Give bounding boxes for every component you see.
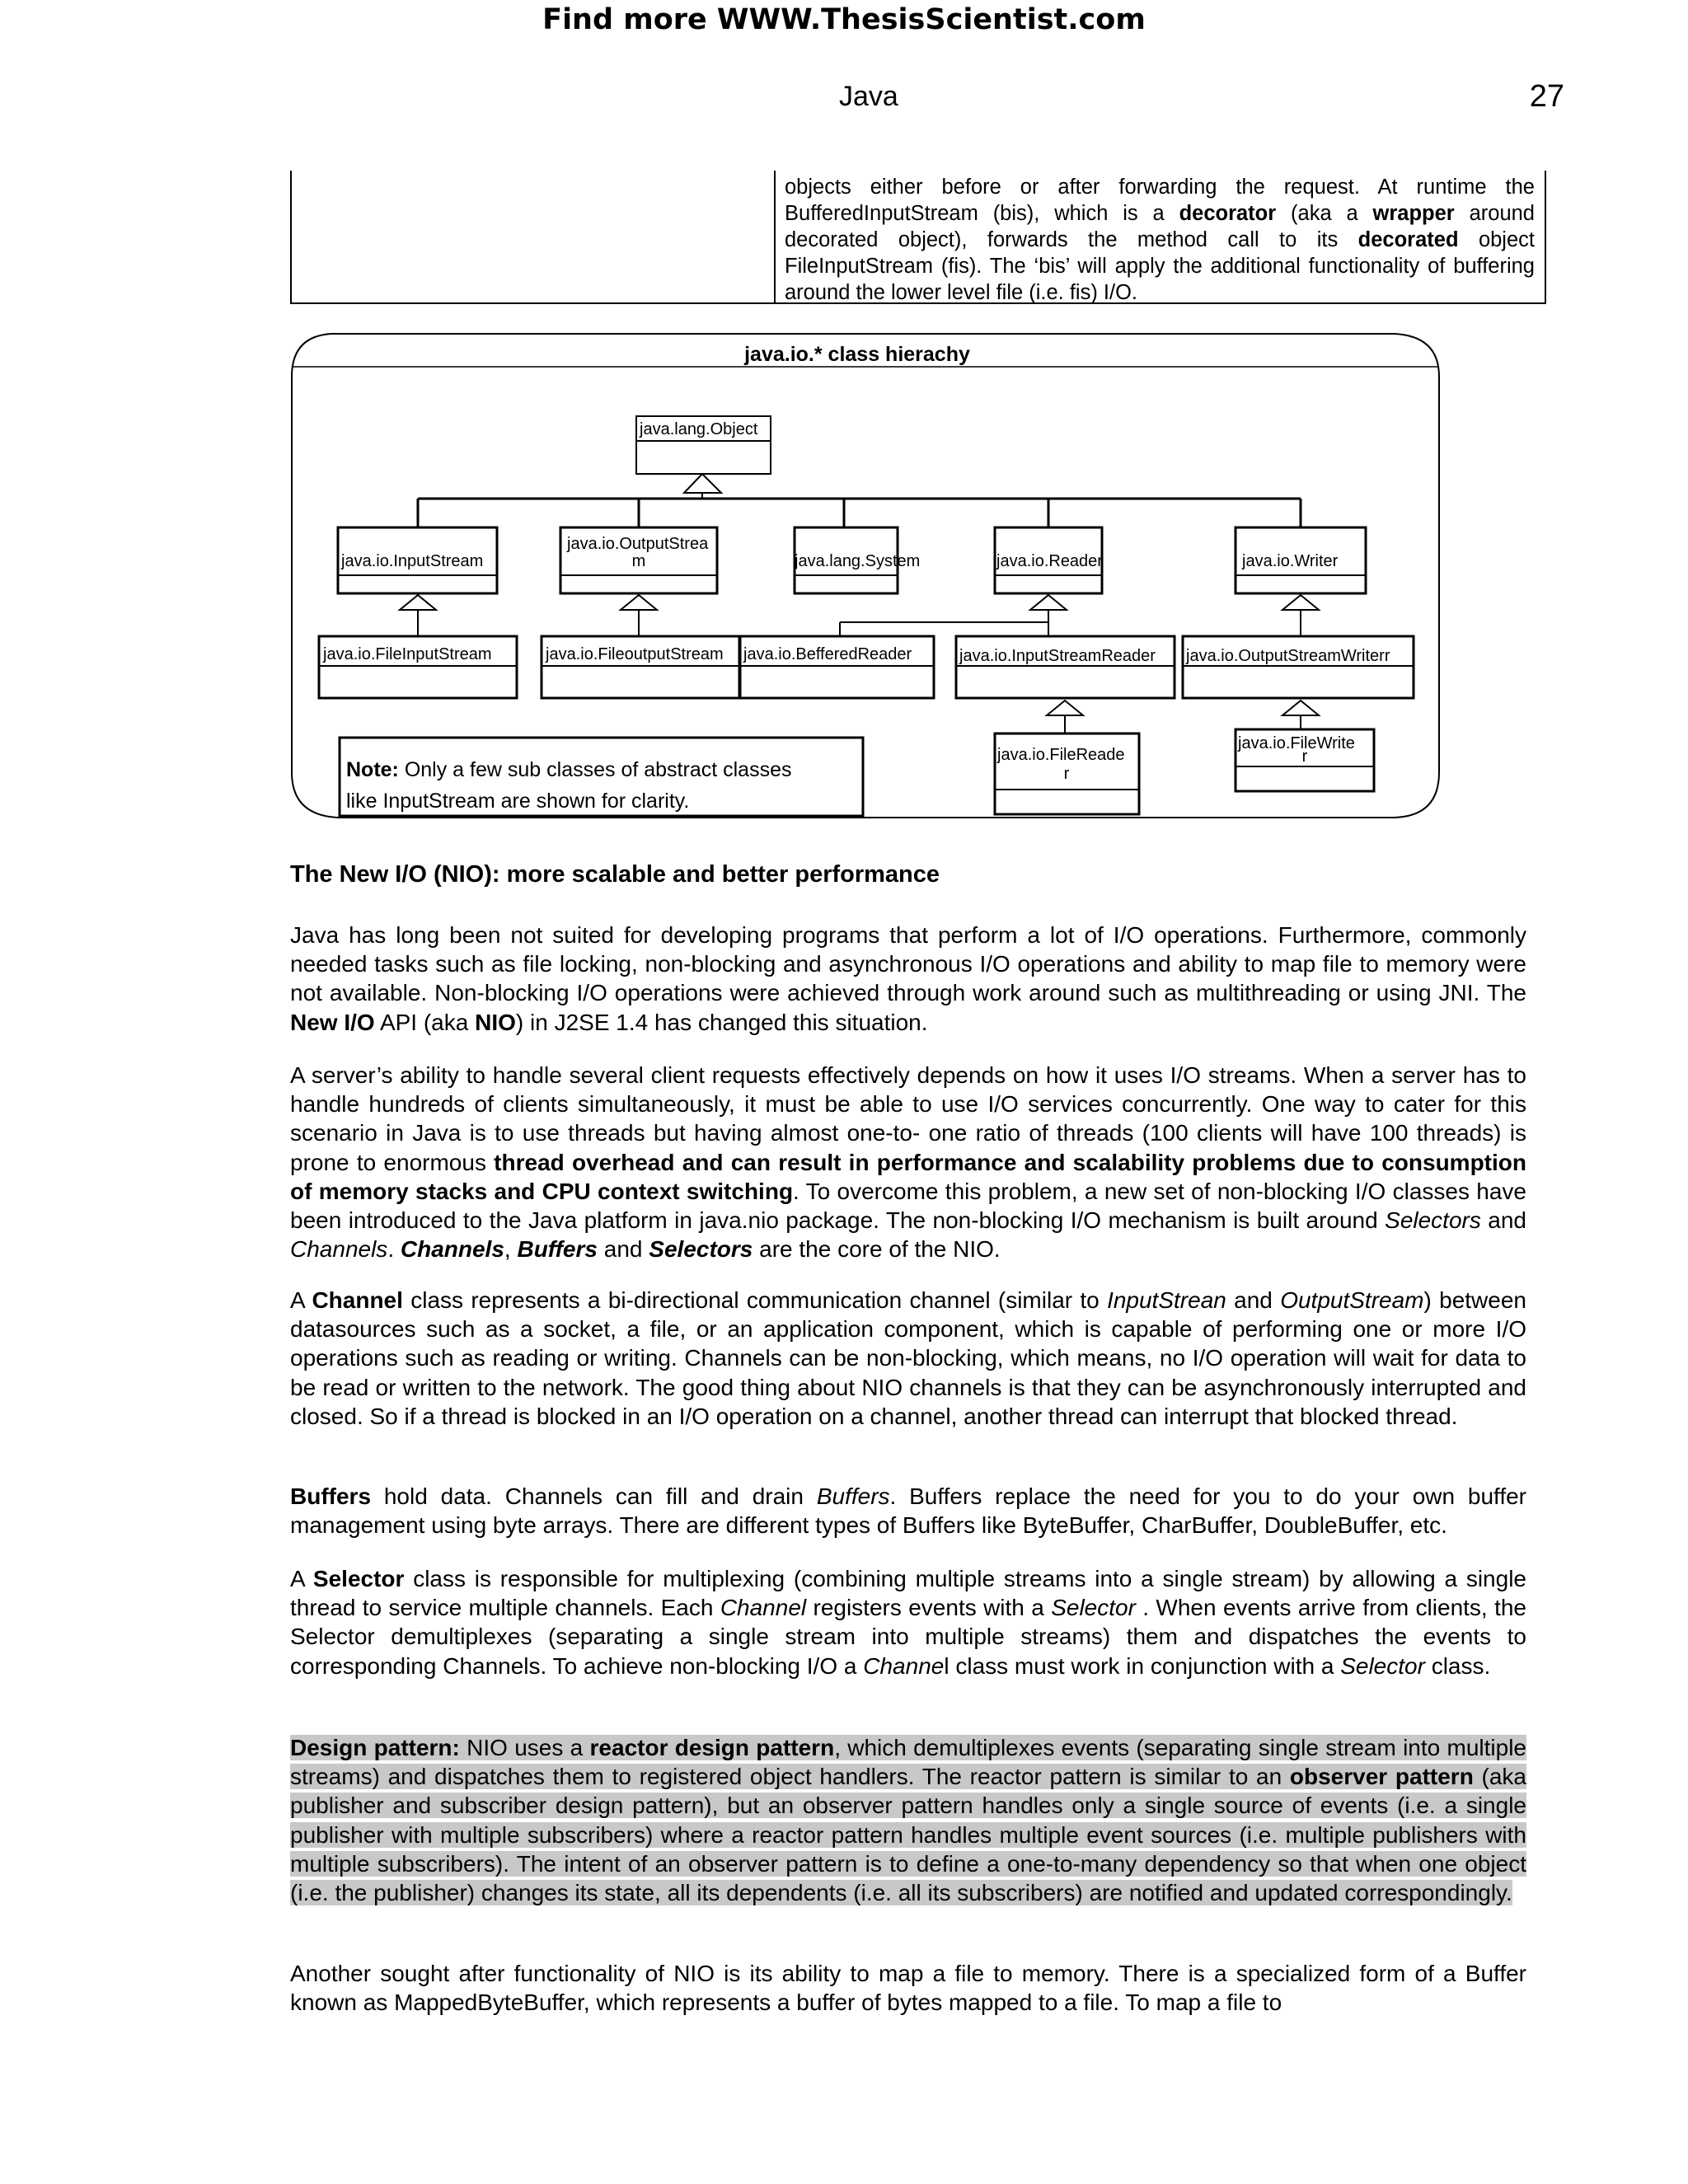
diagram-title: java.io.* class hierachy xyxy=(744,343,970,366)
text-emphasis: OutputStream xyxy=(1280,1287,1424,1313)
paragraph-server-threads: A server’s ability to handle several client requests effectively depends on how it uses I/O streams. When a server has to handle hundreds of clients simultaneously, it must be able to use I/O services concurrently. One way to cater for this scenario in Java is to use threads but having almost one-to- one ratio of threads (100 clients will have 100 threads) is prone to enormous thread overhead and can result in performance and scalability problems due to consumption of memory stacks and CPU context switching. To overcome this problem, a new set of non-blocking I/O classes have been introduced to the Java platform in java.nio package. The non-blocking I/O mechanism is built around Selectors and Channels. Channels, Buffers and Selectors are the core of the NIO. xyxy=(290,1062,1527,1263)
inheritance-arrow xyxy=(684,474,721,493)
continued-table xyxy=(290,171,1546,304)
text-emphasis: Buffers xyxy=(290,1483,372,1509)
text-emphasis: Buffers xyxy=(816,1483,890,1509)
class-box-outputstreamwriter xyxy=(1183,636,1414,698)
svg-text:java.io.Writer: java.io.Writer xyxy=(1242,552,1339,570)
svg-text:m: m xyxy=(631,552,646,570)
svg-text:java.lang.Object: java.lang.Object xyxy=(640,420,758,438)
text-emphasis: New I/O xyxy=(290,1009,375,1035)
section-title: The New I/O (NIO): more scalable and better performance xyxy=(290,861,940,888)
svg-text:java.io.FileReade: java.io.FileReade xyxy=(997,746,1125,764)
site-banner: Find more WWW.ThesisScientist.com xyxy=(542,3,1146,36)
svg-text:r: r xyxy=(1063,765,1070,783)
paragraph-channel: A Channel class represents a bi-directional communication channel (similar to InputStrean and OutputStream) between datasources such as a socket, a file, or an application component, which is capable of performing one or more I/O operations such as reading or writing. Channels can be non-blocking, which means, no I/O operation will wait for data to be read or written to the network. The good thing about NIO channels is that they can be asynchronously interrupted and closed. So if a thread is blocked in an I/O operation on a channel, another thread can interrupt that blocked thread. xyxy=(290,1287,1526,1429)
class-hierarchy-svg xyxy=(290,330,1444,824)
svg-text:java.io.FileWrite: java.io.FileWrite xyxy=(1238,734,1355,752)
class-box-inputstreamreader xyxy=(956,636,1175,698)
text-emphasis: Channels xyxy=(290,1236,388,1263)
class-box-inputstream xyxy=(338,527,497,593)
class-box-filereader xyxy=(995,733,1139,814)
table-divider xyxy=(774,171,776,302)
paragraph-nio-intro: Java has long been not suited for developing programs that perform a lot of I/O operations. Furthermore, commonly needed tasks such as file locking, non-blocking and asynchronous I/O operations and ability to map file to memory were not available. Non-blocking I/O operations were achieved through work around such as multithreading or using JNI. The New I/O API (aka NIO) in J2SE 1.4 has changed this situation. xyxy=(290,922,1526,1035)
svg-text:java.io.FileoutputStream: java.io.FileoutputStream xyxy=(546,645,724,663)
text-emphasis: wrapper xyxy=(1372,202,1455,225)
paragraph-mapped-buffer: Another sought after functionality of NIO is its ability to map a file to memory. There is a specialized form of a Buffer known as MappedByteBuffer, which represents a buffer of bytes mapped to a file. To map a file to xyxy=(290,1961,1526,2016)
table-cell-text: objects either before or after forwarding the request. At runtime the BufferedInputStream (bis), which is a decorator (aka a wrapper around decorated object), forwards the method call to its decorated object FileInputStream (fis). The ‘bis’ will apply the additional functionality of buffering around the lower level file (i.e. fis) I/O. xyxy=(785,176,1535,304)
page-number: 27 xyxy=(1529,79,1564,114)
svg-text:java.io.FileInputStream: java.io.FileInputStream xyxy=(323,645,492,663)
svg-text:java.io.OutputStreamWriterr: java.io.OutputStreamWriterr xyxy=(1186,647,1390,665)
paragraph-design-pattern: Design pattern: NIO uses a reactor design pattern, which demultiplexes events (separating single stream into multiple streams) and dispatches them to registered object handlers. The reactor pattern is similar to an observer pattern (aka publisher and subscriber design pattern), but an observer pattern handles only a single source of events (i.e. a single publisher with multiple subscribers) where a reactor pattern handles multiple event sources (i.e. multiple publishers with multiple subscribers). The intent of an observer pattern is to define a one-to-many dependency so that when one object (i.e. the publisher) changes its state, all its dependents (i.e. all its subscribers) are notified and updated correspondingly. xyxy=(290,1735,1526,1906)
paragraph-buffers: Buffers hold data. Channels can fill and drain Buffers. Buffers replace the need for you to do your own buffer management using byte arrays. There are different types of Buffers like ByteBuffer, CharBuffer, DoubleBuffer, etc. xyxy=(290,1483,1526,1539)
class-box-outputstream xyxy=(560,527,717,593)
text-emphasis: InputStrean xyxy=(1107,1287,1226,1313)
text-emphasis: thread overhead and can result in performance and scalability problems due to consumption of memory stacks and CPU context switching xyxy=(290,1149,1526,1204)
svg-text:java.io.InputStreamReader: java.io.InputStreamReader xyxy=(959,647,1156,665)
svg-text:java.io.Reader: java.io.Reader xyxy=(996,552,1103,570)
text-emphasis: decorated xyxy=(1357,228,1459,251)
paragraph-selector: A Selector class is responsible for multiplexing (combining multiple streams into a single stream) by allowing a single thread to service multiple channels. Each Channel registers events with a Selector . When events arrive from clients, the Selector demultiplexes (separating a single stream into multiple streams) them and dispatches the events to corresponding Channels. To achieve non-blocking I/O a Channel class must work in conjunction with a Selector class. xyxy=(290,1566,1526,1679)
class-box-fileinputstream xyxy=(319,636,517,698)
text-emphasis: Channel xyxy=(312,1287,403,1313)
diagram-note xyxy=(340,738,863,816)
text-emphasis: Channe xyxy=(863,1652,945,1679)
text-emphasis: Design pattern: xyxy=(290,1735,460,1760)
svg-text:java.io.InputStream: java.io.InputStream xyxy=(341,552,484,570)
text-emphasis: Selectors xyxy=(649,1236,753,1263)
class-box-system xyxy=(794,527,920,593)
svg-text:java.lang.System: java.lang.System xyxy=(795,552,921,570)
text-emphasis: Buffers xyxy=(517,1236,598,1263)
svg-text:r: r xyxy=(1301,748,1308,766)
class-box-reader xyxy=(995,527,1103,593)
svg-text:like InputStream are shown for: like InputStream are shown for clarity. xyxy=(346,790,690,813)
running-title: Java xyxy=(839,81,898,112)
text-emphasis: reactor design pattern xyxy=(589,1735,835,1760)
text-emphasis: NIO xyxy=(475,1009,516,1035)
class-box-writer xyxy=(1236,527,1366,593)
text-emphasis: observer pattern xyxy=(1289,1764,1474,1790)
class-box-filewriter xyxy=(1236,729,1374,791)
svg-text:java.io.BefferedReader: java.io.BefferedReader xyxy=(743,645,912,663)
class-box-object xyxy=(636,416,771,474)
class-box-fileoutputstream xyxy=(542,636,739,698)
svg-text:Note: Only a few sub classes o: Note: Only a few sub classes of abstract classes xyxy=(346,758,792,781)
text-emphasis: Channel xyxy=(720,1595,807,1621)
text-emphasis: Selectors xyxy=(1385,1207,1481,1234)
class-box-bufferedreader xyxy=(740,636,934,698)
text-emphasis: Channels xyxy=(400,1236,504,1263)
text-emphasis: Selector xyxy=(312,1566,405,1591)
text-emphasis: Selector xyxy=(1340,1652,1425,1679)
class-hierarchy-diagram xyxy=(290,330,1444,824)
text-emphasis: Selector xyxy=(1051,1595,1136,1621)
text-emphasis: decorator xyxy=(1179,202,1277,225)
svg-text:java.io.OutputStrea: java.io.OutputStrea xyxy=(567,535,709,553)
